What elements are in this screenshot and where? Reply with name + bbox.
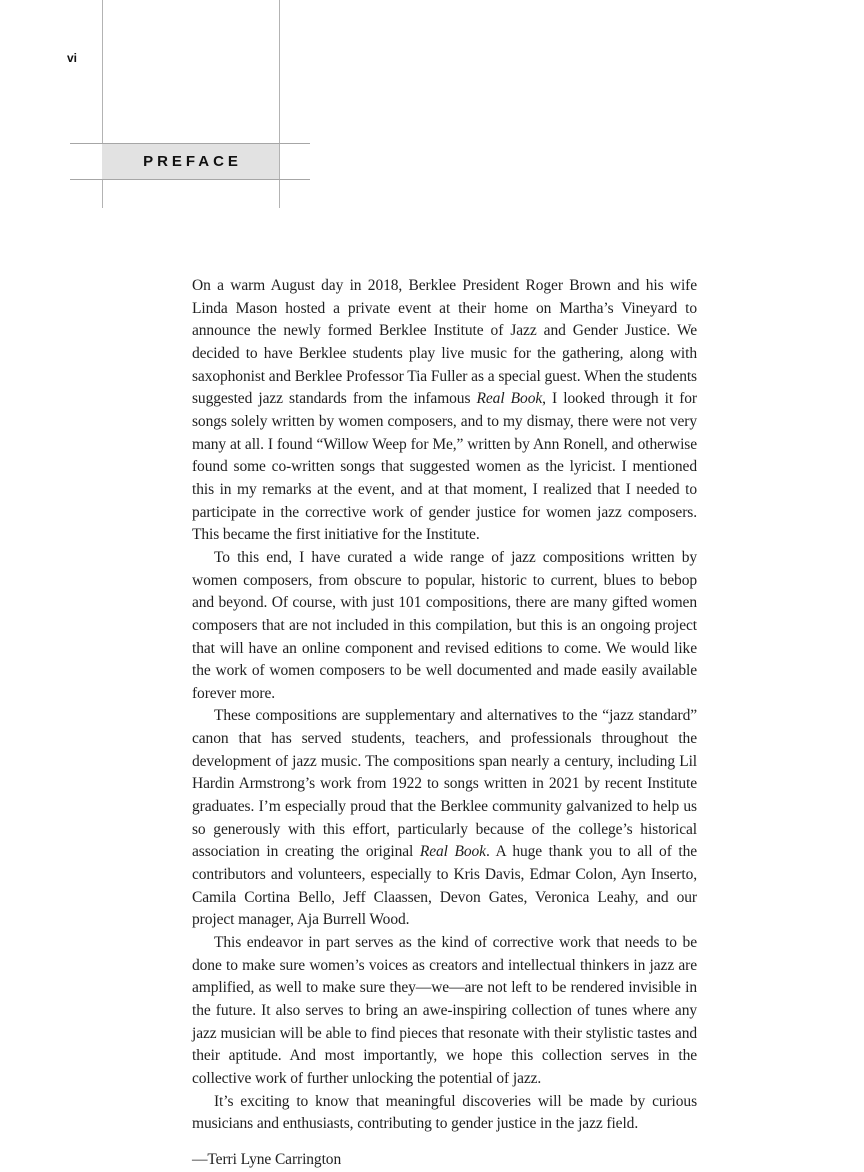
book-title-italic: Real Book	[476, 390, 543, 408]
book-title-italic: Real Book	[419, 843, 486, 861]
text-run: , I looked through it for songs solely written by women composers, and to my dismay, there were not very many at all. I found “Willow Weep for Me,” written by Ann Ronell, and otherwise found some co-written songs that suggested women as the lyricist. I mentioned this in my remarks at the event, and at that moment, I realized that I needed to participate in the corrective work of gender justice for women jazz composers. This became the first initiative for the Institute.	[192, 390, 697, 544]
chapter-title-band	[102, 144, 279, 179]
text-run: This endeavor in part serves as the kind of corrective work that needs to be done to make sure women’s voices as creators and intellectual thinkers in jazz are amplified, as well to make sure they—we—are not left to be rendered invisible in the future. It also serves to bring an awe-inspiring collection of tunes where any jazz musician will be able to find pieces that resonate with their stylistic tastes and their aptitude. And most importantly, we hope this collection serves in the collective work of further unlocking the potential of jazz.	[192, 934, 697, 1087]
text-run: To this end, I have curated a wide range of jazz compositions written by women composers, from obscure to popular, historic to current, blues to bebop and beyond. Of course, with just 101 compositions, there are many gifted women composers that are not included in this compilation, but this is an ongoing project that will have an online component and revised editions to come. We would like the work of women composers to be well documented and made easily available forever more.	[192, 548, 697, 702]
paragraph-1	[192, 275, 697, 547]
paragraph-2	[192, 547, 697, 706]
paragraph-5	[192, 1091, 697, 1136]
paragraph-3	[192, 705, 697, 932]
text-run: On a warm August day in 2018, Berklee President Roger Brown and his wife Linda Mason hosted a private event at their home on Martha’s Vineyard to announce the newly formed Berklee Institute of Jazz and Gender Justice. We decided to have Berklee students play live music for the gathering, along with saxophonist and Berklee Professor Tia Fuller as a special guest. When the students suggested jazz standards from the infamous	[192, 277, 697, 408]
text-run: . A huge thank you to all of the contributors and volunteers, especially to Kris Davis, Edmar Colon, Ayn Inserto, Camila Cortina Bello, Jeff Claassen, Devon Gates, Veronica Leahy, and our project manager, Aja Burrell Wood.	[192, 843, 698, 929]
text-run: It’s exciting to know that meaningful discoveries will be made by curious musicians and enthusiasts, contributing to gender justice in the jazz field.	[192, 1092, 697, 1133]
page-number: vi	[67, 51, 78, 65]
layout-rule-horizontal-bottom	[70, 179, 310, 180]
text-run: These compositions are supplementary and alternatives to the “jazz standard” canon that has served students, teachers, and professionals throughout the development of jazz music. The compositions span nearly a century, including Lil Hardin Armstrong’s work from 1922 to songs written in 2021 by recent Institute graduates. I’m especially proud that the Berklee community galvanized to help us so generously with this effort, particularly because of the college’s historical association in creating the original	[192, 707, 697, 861]
preface-body-text	[192, 275, 697, 1172]
author-signature: —Terri Lyne Carrington	[192, 1150, 342, 1168]
layout-rule-vertical-right	[279, 0, 280, 208]
paragraph-4	[192, 932, 697, 1091]
chapter-title: PREFACE	[143, 153, 242, 170]
